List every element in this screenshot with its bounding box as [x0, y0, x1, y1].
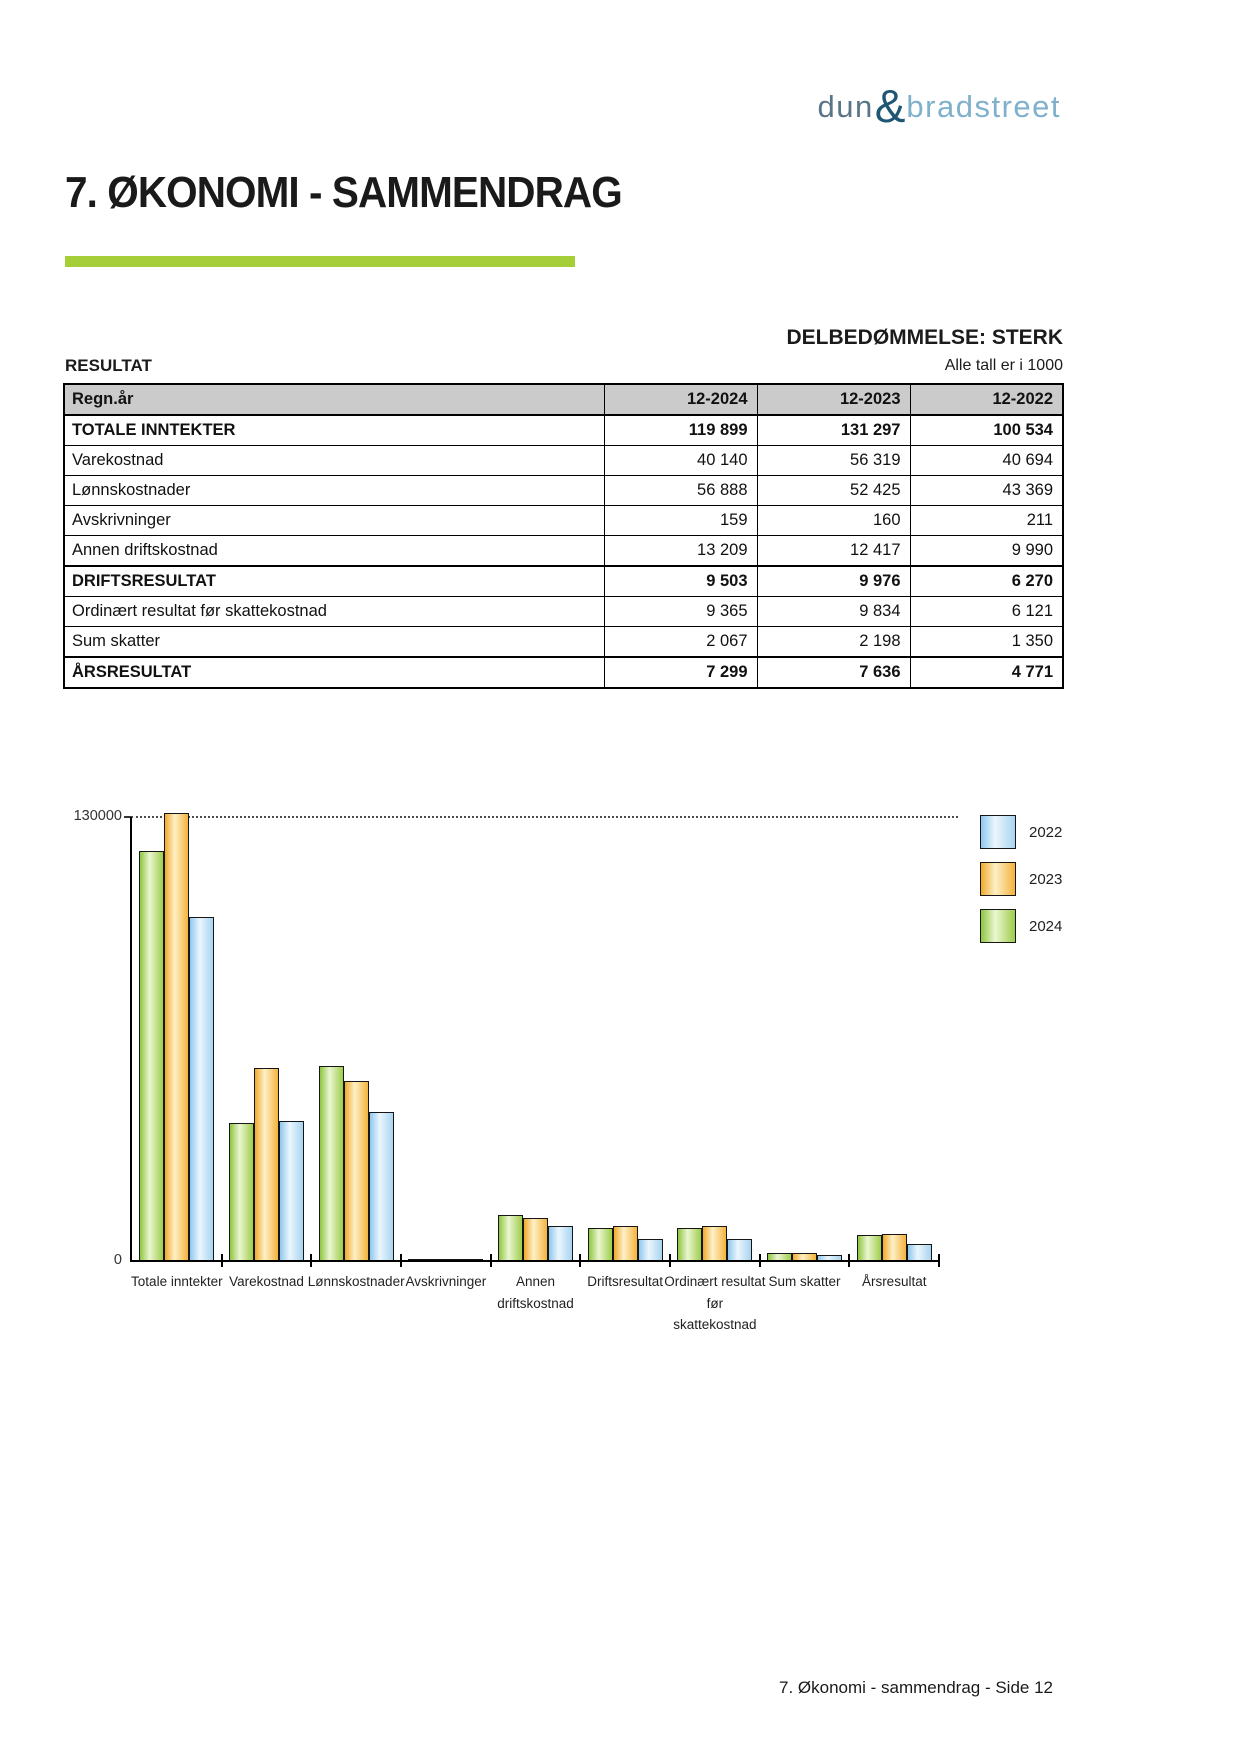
bar-2022 — [458, 1259, 483, 1260]
column-header-regnar: Regn.år — [64, 384, 604, 415]
row-value: 1 350 — [910, 627, 1063, 658]
row-value: 7 299 — [604, 657, 757, 688]
row-label: TOTALE INNTEKTER — [64, 415, 604, 446]
category-label: Ordinært resultat før skattekostnad — [664, 1274, 766, 1333]
bar-group — [222, 817, 312, 1289]
results-table — [63, 383, 1064, 689]
row-value: 131 297 — [757, 415, 910, 446]
column-header-12-2022: 12-2022 — [910, 384, 1063, 415]
row-value: 56 319 — [757, 446, 910, 476]
bar-2024 — [139, 851, 164, 1260]
row-value: 119 899 — [604, 415, 757, 446]
bar-2023 — [613, 1226, 638, 1260]
row-value: 2 067 — [604, 627, 757, 658]
page-footer: 7. Økonomi - sammendrag - Side 12 — [778, 1678, 1053, 1697]
bar-2023 — [882, 1234, 907, 1260]
category-label: Annen driftskostnad — [497, 1274, 574, 1311]
category-label: Lønnskostnader — [307, 1274, 405, 1289]
row-value: 13 209 — [604, 536, 757, 567]
row-label: Sum skatter — [64, 627, 604, 658]
category-label: Driftsresultat — [587, 1274, 664, 1289]
dun-bradstreet-logo — [817, 78, 1062, 132]
bar-group — [491, 817, 581, 1311]
bar-2023 — [164, 813, 189, 1260]
bar-2022 — [548, 1226, 573, 1260]
table-row — [64, 446, 1063, 476]
column-header-12-2023: 12-2023 — [757, 384, 910, 415]
bar-2024 — [767, 1253, 792, 1260]
table-row — [64, 627, 1063, 658]
chart-legend — [980, 815, 1062, 956]
row-value: 9 990 — [910, 536, 1063, 567]
bar-group — [580, 817, 670, 1289]
bar-2023 — [254, 1068, 279, 1260]
bar-2022 — [638, 1239, 663, 1260]
row-label: Avskrivninger — [64, 506, 604, 536]
bar-2024 — [677, 1228, 702, 1260]
bar-2022 — [727, 1239, 752, 1260]
bar-2023 — [433, 1259, 458, 1260]
row-value: 43 369 — [910, 476, 1063, 506]
row-value: 40 694 — [910, 446, 1063, 476]
y-axis-tick-label-max: 130000 — [73, 808, 122, 824]
row-value: 7 636 — [757, 657, 910, 688]
bar-2022 — [189, 917, 214, 1260]
row-value: 9 834 — [757, 597, 910, 627]
bar-2023 — [344, 1081, 369, 1260]
chart-plot-area — [130, 817, 939, 1333]
bar-2024 — [408, 1259, 433, 1260]
row-value: 52 425 — [757, 476, 910, 506]
table-row — [64, 415, 1063, 446]
legend-label: 2023 — [1029, 870, 1063, 888]
table-row — [64, 536, 1063, 567]
bar-2023 — [523, 1218, 548, 1260]
category-label: Årsresultat — [861, 1274, 927, 1289]
legend-label: 2022 — [1029, 823, 1063, 841]
row-value: 6 121 — [910, 597, 1063, 627]
table-row — [64, 566, 1063, 597]
table-row — [64, 597, 1063, 627]
row-value: 211 — [910, 506, 1063, 536]
table-row — [64, 476, 1063, 506]
logo-text-bradstreet: bradstreet — [906, 89, 1061, 124]
table-row — [64, 506, 1063, 536]
legend-swatch-2022 — [980, 815, 1016, 849]
bar-group — [401, 817, 491, 1289]
legend-label: 2024 — [1029, 917, 1063, 935]
ampersand-icon: & — [874, 80, 906, 132]
y-axis-tick-label-zero: 0 — [113, 1252, 122, 1268]
units-note: Alle tall er i 1000 — [944, 357, 1063, 374]
logo-text-dun: dun — [817, 89, 874, 124]
bar-2024 — [498, 1215, 523, 1260]
category-label: Varekostnad — [229, 1274, 304, 1289]
legend-entry — [980, 862, 1062, 896]
row-label: Annen driftskostnad — [64, 536, 604, 567]
row-value: 6 270 — [910, 566, 1063, 597]
row-value: 12 417 — [757, 536, 910, 567]
bar-chart — [0, 700, 1241, 1340]
row-label: Varekostnad — [64, 446, 604, 476]
bar-2023 — [792, 1253, 817, 1260]
bar-group — [664, 817, 766, 1333]
section-label-resultat: RESULTAT — [65, 356, 152, 375]
bar-2024 — [588, 1228, 613, 1260]
row-label: ÅRSRESULTAT — [64, 657, 604, 688]
row-value: 9 976 — [757, 566, 910, 597]
category-label: Avskrivninger — [405, 1274, 487, 1289]
bar-2023 — [702, 1226, 727, 1260]
results-table-header — [64, 384, 1063, 415]
legend-swatch-2024 — [980, 909, 1016, 943]
bar-group — [760, 817, 850, 1289]
row-value: 9 365 — [604, 597, 757, 627]
category-label: Sum skatter — [768, 1274, 841, 1289]
row-value: 4 771 — [910, 657, 1063, 688]
bar-2022 — [907, 1244, 932, 1260]
row-label: DRIFTSRESULTAT — [64, 566, 604, 597]
row-label: Ordinært resultat før skattekostnad — [64, 597, 604, 627]
page-title: 7. ØKONOMI - SAMMENDRAG — [65, 168, 622, 217]
bar-group — [131, 817, 223, 1289]
row-value: 2 198 — [757, 627, 910, 658]
bar-2022 — [279, 1121, 304, 1260]
bar-2024 — [319, 1066, 344, 1260]
legend-swatch-2023 — [980, 862, 1016, 896]
bar-2024 — [857, 1235, 882, 1260]
row-label: Lønnskostnader — [64, 476, 604, 506]
legend-entry — [980, 815, 1062, 849]
row-value: 160 — [757, 506, 910, 536]
bar-2022 — [817, 1255, 842, 1260]
row-value: 100 534 — [910, 415, 1063, 446]
x-axis-tick-mark — [938, 1254, 940, 1267]
column-header-12-2024: 12-2024 — [604, 384, 757, 415]
bar-group — [849, 817, 939, 1289]
bar-2024 — [229, 1123, 254, 1260]
row-value: 56 888 — [604, 476, 757, 506]
bar-group — [307, 817, 405, 1289]
row-value: 159 — [604, 506, 757, 536]
row-value: 9 503 — [604, 566, 757, 597]
bar-2022 — [369, 1112, 394, 1260]
title-accent-rule — [65, 256, 575, 267]
table-row — [64, 657, 1063, 688]
row-value: 40 140 — [604, 446, 757, 476]
legend-entry — [980, 909, 1062, 943]
category-label: Totale inntekter — [131, 1274, 223, 1289]
assessment-heading: DELBEDØMMELSE: STERK — [786, 326, 1063, 349]
